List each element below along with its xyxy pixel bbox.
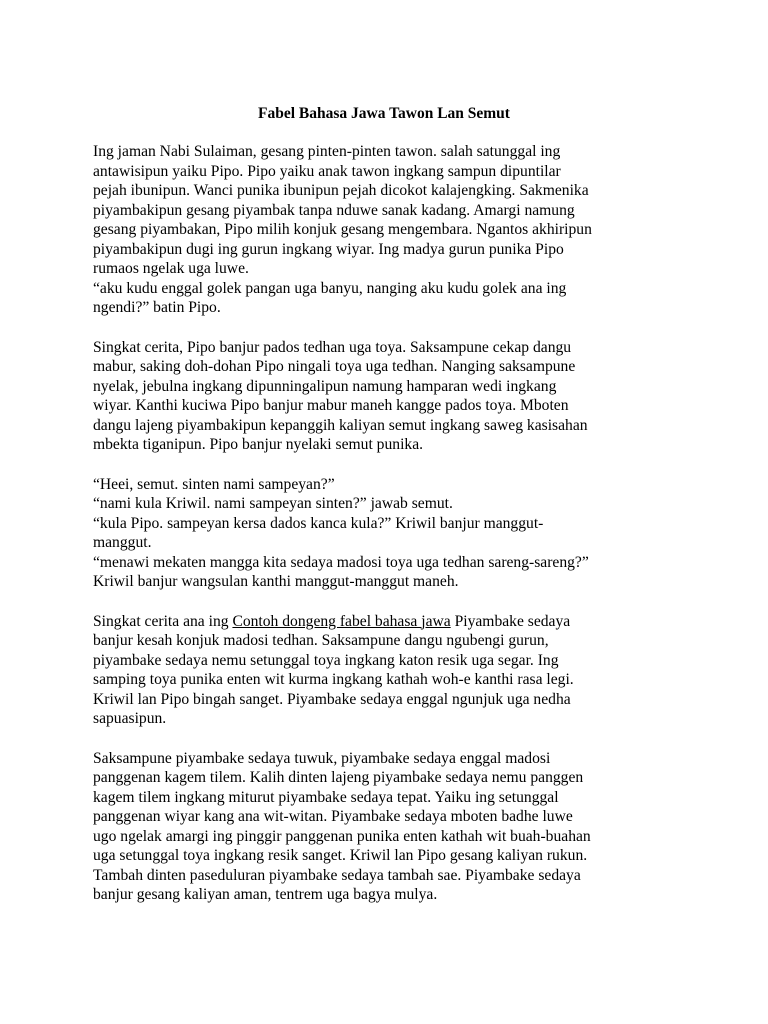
text-line: piyambake sedaya nemu setunggal toya ingkang katon resik uga segar. Ing bbox=[93, 651, 559, 669]
text-line: ngendi?” batin Pipo. bbox=[93, 299, 221, 316]
paragraph-1 bbox=[93, 142, 693, 318]
text-line: dangu lajeng piyambakipun kepanggih kaliyan semut ingkang saweg kasisahan bbox=[93, 416, 588, 434]
text-line: banjur gesang kaliyan aman, tentrem uga bagya mulya. bbox=[93, 886, 438, 903]
text-segment: Singkat cerita ana ing bbox=[93, 612, 233, 630]
text-line: uga setunggal toya ingkang resik sanget. Kriwil lan Pipo gesang kaliyan rukun. bbox=[93, 847, 588, 864]
paragraph-4 bbox=[93, 612, 693, 729]
text-line: Singkat cerita, Pipo banjur pados tedhan uga toya. Saksampune cekap dangu bbox=[93, 338, 572, 356]
document-body bbox=[93, 142, 693, 925]
text-line: piyambakipun gesang piyambak tanpa nduwe sanak kadang. Amargi namung bbox=[93, 201, 575, 219]
text-line: nyelak, jebulna ingkang dipunningalipun namung hamparan wedi ingkang bbox=[93, 377, 557, 395]
paragraph-2 bbox=[93, 338, 693, 455]
text-line: wiyar. Kanthi kuciwa Pipo banjur mabur maneh kangge pados toya. Mboten bbox=[93, 397, 569, 414]
text-line: “kula Pipo. sampeyan kersa dados kanca kula?” Kriwil banjur manggut- bbox=[93, 514, 544, 532]
text-line: “menawi mekaten mangga kita sedaya madosi toya uga tedhan sareng-sareng?” bbox=[93, 553, 589, 571]
paragraph-5 bbox=[93, 749, 693, 905]
text-line: antawisipun yaiku Pipo. Pipo yaiku anak tawon ingkang sampun dipuntilar bbox=[93, 162, 561, 180]
text-segment: Piyambake sedaya bbox=[450, 612, 571, 630]
fabel-link[interactable]: Contoh dongeng fabel bahasa jawa bbox=[232, 612, 451, 630]
document-title: Fabel Bahasa Jawa Tawon Lan Semut bbox=[258, 105, 510, 122]
text-line: panggenan wiyar kang ana wit-witan. Piyambake sedaya mboten badhe luwe bbox=[93, 808, 573, 825]
text-line: Kriwil lan Pipo bingah sanget. Piyambake sedaya enggal ngunjuk uga nedha bbox=[93, 690, 571, 708]
text-line: pejah ibunipun. Wanci punika ibunipun pejah dicokot kalajengking. Sakmenika bbox=[93, 182, 589, 199]
text-line: ugo ngelak amargi ing pinggir panggenan punika enten kathah wit buah-buahan bbox=[93, 827, 591, 845]
text-line: mbekta tiganipun. Pipo banjur nyelaki semut punika. bbox=[93, 436, 424, 453]
text-line: sapuasipun. bbox=[93, 710, 167, 727]
text-line: mabur, saking doh-dohan Pipo ningali toya uga tedhan. Nanging saksampune bbox=[93, 358, 576, 375]
text-line: samping toya punika enten wit kurma ingkang kathah woh-e kanthi rasa legi. bbox=[93, 671, 574, 688]
text-line: “nami kula Kriwil. nami sampeyan sinten?” jawab semut. bbox=[93, 495, 453, 512]
text-line: Saksampune piyambake sedaya tuwuk, piyambake sedaya enggal madosi bbox=[93, 749, 551, 767]
text-line: kagem tilem ingkang miturut piyambake sedaya tepat. Yaiku ing setunggal bbox=[93, 788, 559, 806]
text-line: piyambakipun dugi ing gurun ingkang wiyar. Ing madya gurun punika Pipo bbox=[93, 240, 564, 258]
text-line: banjur kesah konjuk madosi tedhan. Saksampune dangu ngubengi gurun, bbox=[93, 632, 549, 649]
paragraph-3 bbox=[93, 475, 693, 592]
text-line: “Heei, semut. sinten nami sampeyan?” bbox=[93, 475, 335, 493]
text-line: Kriwil banjur wangsulan kanthi manggut-manggut maneh. bbox=[93, 573, 459, 590]
text-line: “aku kudu enggal golek pangan uga banyu, nanging aku kudu golek ana ing bbox=[93, 279, 567, 297]
text-line: Tambah dinten paseduluran piyambake sedaya tambah sae. Piyambake sedaya bbox=[93, 866, 581, 884]
text-line: manggut. bbox=[93, 534, 152, 551]
text-line: rumaos ngelak uga luwe. bbox=[93, 260, 249, 277]
text-line: Ing jaman Nabi Sulaiman, gesang pinten-pinten tawon. salah satunggal ing bbox=[93, 143, 561, 160]
text-line bbox=[93, 612, 693, 632]
text-line: gesang piyambakan, Pipo milih konjuk gesang mengembara. Ngantos akhiripun bbox=[93, 221, 592, 238]
text-line: panggenan kagem tilem. Kalih dinten lajeng piyambake sedaya nemu panggen bbox=[93, 769, 584, 786]
